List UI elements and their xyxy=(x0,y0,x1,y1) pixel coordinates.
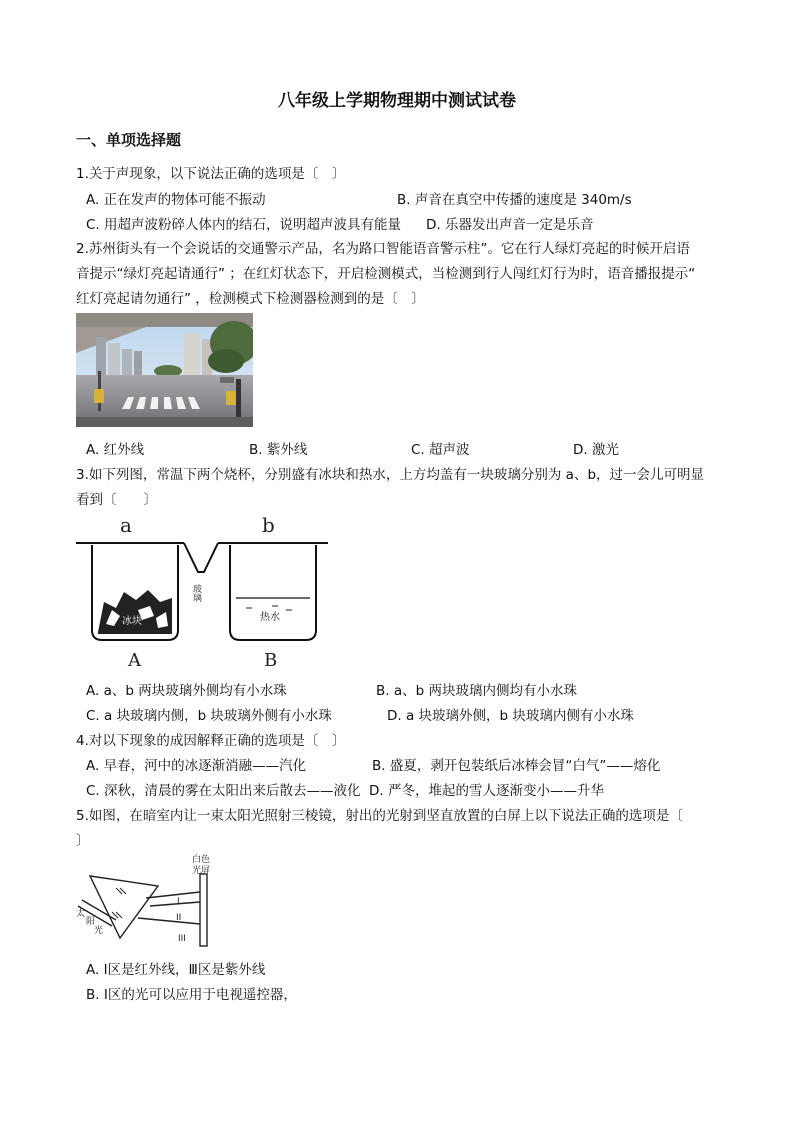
q2-option-c: C. 超声波 xyxy=(411,442,470,458)
question-5-stem-line1: 5.如图，在暗室内让一束太阳光照射三棱镜，射出的光射到坚直放置的白屏上以下说法正确的选项是〔 xyxy=(76,808,683,824)
label-region-3: III xyxy=(178,934,186,944)
label-B: B xyxy=(264,650,278,670)
question-2-stem-line1: 2.苏州街头有一个会说话的交通警示产品，名为路口智能语音警示柱”。它在行人绿灯亮起的时候开启语 xyxy=(76,241,690,257)
label-ice: 冰块 xyxy=(122,616,142,627)
question-2-stem-line3: 红灯亮起请勿通行” ，检测模式下检测器检测到的是〔 〕 xyxy=(76,291,425,307)
question-3-stem-line1: 3.如下列图，常温下两个烧杯，分别盛有冰块和热水，上方均盖有一块玻璃分别为 a、b，过一会儿可明显 xyxy=(76,467,705,483)
label-water: 热水 xyxy=(260,612,280,623)
question-1-stem: 1.关于声现象，以下说法正确的选项是〔 〕 xyxy=(76,166,346,182)
question-5-stem-line2: 〕 xyxy=(76,833,90,849)
q3-option-c: C. a 块玻璃内侧，b 块玻璃外侧有小水珠 xyxy=(86,708,332,724)
q2-option-a: A. 红外线 xyxy=(86,442,145,458)
q4-option-d: D. 严冬，堆起的雪人逐渐变小——升华 xyxy=(369,783,604,799)
label-region-1: I xyxy=(177,897,180,907)
q3-option-b: B. a、b 两块玻璃内侧均有小水珠 xyxy=(376,683,577,699)
q4-option-a: A. 早春，河中的冰逐渐消融——汽化 xyxy=(86,758,307,774)
label-region-2: II xyxy=(176,913,182,923)
label-screen-1: 白色 xyxy=(192,855,211,865)
q3-option-a: A. a、b 两块玻璃外侧均有小水珠 xyxy=(86,683,287,699)
q1-option-c: C. 用超声波粉碎人体内的结石，说明超声波具有能量 xyxy=(86,217,402,233)
label-sun-2: 阳 xyxy=(86,917,96,927)
q1-option-b: B. 声音在真空中传播的速度是 340m/s xyxy=(397,192,632,208)
label-A: A xyxy=(128,650,141,670)
question-4-stem: 4.对以下现象的成因解释正确的选项是〔 〕 xyxy=(76,733,346,749)
q5-option-a: A. Ⅰ区是红外线，Ⅲ区是紫外线 xyxy=(86,962,266,978)
q2-option-d: D. 激光 xyxy=(573,442,619,458)
q3-option-d: D. a 块玻璃外侧，b 块玻璃内侧有小水珠 xyxy=(387,708,634,724)
label-a: a xyxy=(120,513,132,537)
q1-option-a: A. 正在发声的物体可能不振动 xyxy=(86,192,266,208)
label-sun-1: 太 xyxy=(76,909,86,919)
label-b: b xyxy=(262,513,275,537)
label-sun-3: 光 xyxy=(94,926,104,936)
question-2-stem-line2: 音提示“绿灯亮起请通行” ；在红灯状态下，开启检测模式，当检测到行人闯红灯行为时，语音播报提示“ xyxy=(76,266,696,282)
beakers-figure xyxy=(76,512,328,670)
q5-option-b: B. Ⅰ区的光可以应用于电视遥控器， xyxy=(86,987,297,1003)
section-heading: 一、单项选择题 xyxy=(76,131,182,149)
q1-option-d: D. 乐器发出声音一定是乐音 xyxy=(426,217,594,233)
q4-option-c: C. 深秋，清晨的雾在太阳出来后散去——液化 xyxy=(86,783,361,799)
q2-option-b: B. 紫外线 xyxy=(249,442,308,458)
question-3-stem-line2: 看到〔 〕 xyxy=(76,492,157,508)
prism-figure xyxy=(76,852,226,948)
label-glass: 玻璃 xyxy=(191,584,201,602)
crosswalk-photo xyxy=(76,313,253,427)
label-screen-2: 光屏 xyxy=(192,866,211,876)
q4-option-b: B. 盛夏，剥开包装纸后冰棒会冒“白气”——熔化 xyxy=(372,758,661,774)
page-title: 八年级上学期物理期中测试试卷 xyxy=(278,91,516,111)
